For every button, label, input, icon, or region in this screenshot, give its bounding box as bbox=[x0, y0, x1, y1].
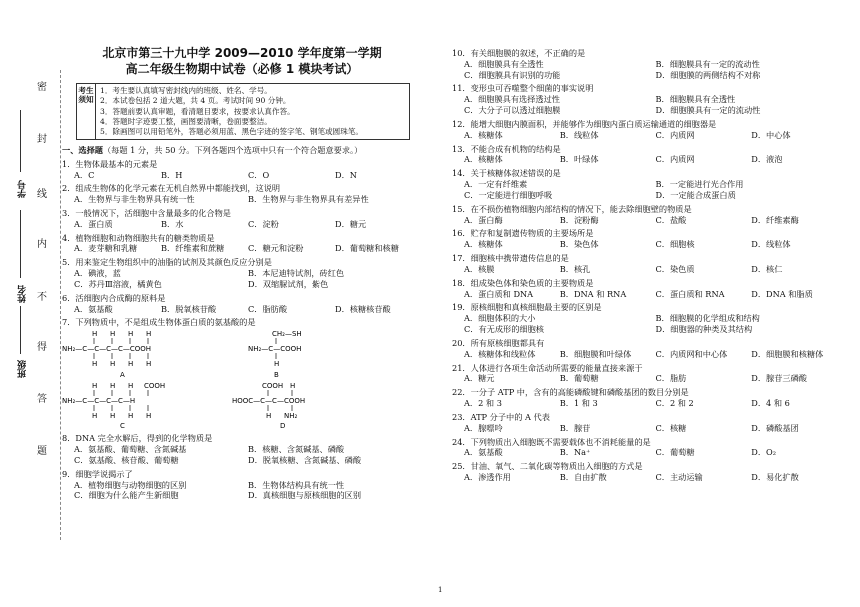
structure-label: A bbox=[120, 371, 125, 380]
question-stem: 22．一分子 ATP 中，含有的高能磷酸键和磷酸基团的数目分别是 bbox=[452, 387, 689, 398]
seal-char: 内 bbox=[37, 239, 47, 250]
exam-notice-box bbox=[76, 83, 410, 139]
answer-option[interactable]: A．一定有纤维素 bbox=[464, 179, 528, 190]
option-row bbox=[452, 373, 847, 384]
question bbox=[62, 469, 422, 501]
structure-label: C bbox=[120, 422, 125, 431]
answer-option[interactable]: C．糖元和淀粉 bbox=[248, 243, 304, 254]
question bbox=[452, 119, 847, 141]
seal-char: 答 bbox=[37, 394, 47, 405]
answer-option[interactable]: A．2 和 3 bbox=[464, 398, 502, 409]
svg-text:H: H bbox=[92, 412, 98, 421]
answer-option[interactable]: D．葡萄糖和核糖 bbox=[335, 243, 399, 254]
question bbox=[452, 302, 847, 334]
svg-text:NH₂: NH₂ bbox=[284, 412, 298, 421]
answer-option[interactable]: A．细胞膜具有选择透过性 bbox=[464, 94, 560, 105]
answer-option[interactable]: C．淀粉 bbox=[248, 218, 279, 229]
answer-option[interactable]: D．液泡 bbox=[751, 154, 783, 165]
option-row bbox=[62, 194, 422, 205]
answer-option[interactable]: A．核膜 bbox=[464, 263, 495, 274]
question-stem: 16．贮存和复制遗传物质的主要场所是 bbox=[452, 228, 594, 239]
answer-option[interactable]: B．核孔 bbox=[559, 263, 591, 274]
answer-option[interactable]: D．糖元 bbox=[335, 218, 367, 229]
seal-char: 题 bbox=[37, 446, 47, 457]
question bbox=[62, 159, 422, 181]
answer-option[interactable]: D．一定能合成蛋白质 bbox=[655, 189, 736, 200]
option-row bbox=[452, 447, 847, 458]
answer-option[interactable]: D．双缩脲试剂，紫色 bbox=[248, 278, 329, 289]
answer-option[interactable]: C．脂肪酸 bbox=[248, 303, 288, 314]
svg-text:H: H bbox=[146, 412, 152, 421]
option-row bbox=[452, 190, 847, 201]
answer-option[interactable]: B．生物界与非生物界具有差异性 bbox=[248, 194, 369, 205]
seal-dashed-line bbox=[60, 70, 61, 540]
answer-option[interactable]: C．2 和 2 bbox=[655, 398, 694, 409]
answer-option[interactable]: C．苏丹Ⅲ溶液，橘黄色 bbox=[74, 278, 162, 289]
answer-option[interactable]: C．一定能进行细胞呼吸 bbox=[464, 189, 553, 200]
question-stem: 4．植物细胞和动物细胞共有的糖类物质是 bbox=[62, 232, 215, 243]
answer-option[interactable]: B．细胞膜具有全透性 bbox=[655, 94, 736, 105]
option-row bbox=[452, 215, 847, 226]
svg-text:H: H bbox=[128, 382, 134, 391]
answer-option[interactable]: C．细胞膜具有识别的功能 bbox=[464, 69, 561, 80]
question-stem: 11．变形虫可吞噬整个细菌的事实说明 bbox=[452, 83, 594, 94]
answer-option[interactable]: D．N bbox=[335, 169, 357, 180]
option-row bbox=[452, 70, 847, 81]
answer-option[interactable]: B．腺苷 bbox=[559, 422, 591, 433]
answer-option[interactable]: D．DNA 和脂质 bbox=[751, 288, 813, 299]
answer-option[interactable]: C．蛋白质和 RNA bbox=[655, 288, 725, 299]
name-line[interactable] bbox=[20, 210, 22, 278]
question-stem: 1．生物体最基本的元素是 bbox=[62, 158, 158, 169]
answer-option[interactable]: C．内质网 bbox=[655, 154, 695, 165]
svg-text:H: H bbox=[128, 360, 134, 369]
option-row bbox=[62, 279, 422, 290]
answer-option[interactable]: A．蛋白质 bbox=[74, 218, 113, 229]
option-row bbox=[452, 239, 847, 250]
structure-label: D bbox=[280, 422, 286, 431]
structure-d bbox=[232, 382, 305, 430]
exam-title-line1: 北京市第三十九中学 2009—2010 学年度第一学期 bbox=[102, 46, 382, 60]
option-row bbox=[452, 289, 847, 300]
option-row bbox=[452, 59, 847, 70]
question bbox=[452, 278, 847, 300]
svg-text:H: H bbox=[290, 382, 296, 391]
answer-option[interactable]: C．染色质 bbox=[655, 263, 695, 274]
notice-item: 4．答题时字迹要工整，画图要清晰，卷面要整洁。 bbox=[100, 116, 272, 126]
answer-option[interactable]: A．氨基酸 bbox=[464, 447, 503, 458]
option-row bbox=[62, 268, 422, 279]
option-row bbox=[62, 490, 422, 501]
answer-option[interactable]: A．植物细胞与动物细胞的区别 bbox=[74, 479, 187, 490]
option-row bbox=[62, 219, 422, 230]
option-row bbox=[452, 264, 847, 275]
structure-a bbox=[62, 330, 151, 379]
answer-option[interactable]: A．核糖体 bbox=[464, 129, 503, 140]
seal-char: 密 bbox=[37, 82, 47, 93]
structure-c bbox=[62, 382, 165, 430]
question bbox=[62, 257, 422, 289]
seal-char: 封 bbox=[37, 134, 47, 145]
structure-label: B bbox=[274, 371, 279, 380]
option-row bbox=[452, 423, 847, 434]
option-row bbox=[452, 349, 847, 360]
answer-option[interactable]: A．蛋白质和 DNA bbox=[464, 288, 534, 299]
question bbox=[452, 387, 847, 409]
question-stem: 10．有关细胞膜的叙述，不正确的是 bbox=[452, 48, 586, 58]
question bbox=[452, 412, 847, 434]
question bbox=[62, 208, 422, 230]
answer-option[interactable]: B．细胞膜具有一定的流动性 bbox=[655, 58, 760, 69]
question bbox=[62, 293, 422, 315]
option-row bbox=[62, 455, 422, 466]
answer-option[interactable]: B．一定能进行光合作用 bbox=[655, 179, 744, 190]
question bbox=[62, 233, 422, 255]
option-row bbox=[452, 472, 847, 483]
answer-option[interactable]: B．水 bbox=[161, 218, 184, 229]
answer-option[interactable]: D．中心体 bbox=[751, 129, 791, 140]
svg-text:COOH: COOH bbox=[144, 382, 166, 391]
svg-text:H: H bbox=[128, 330, 134, 339]
answer-option[interactable]: C．大分子可以透过细胞膜 bbox=[464, 105, 561, 116]
question bbox=[452, 437, 847, 459]
answer-option[interactable]: B．脱氧核苷酸 bbox=[161, 303, 217, 314]
answer-option[interactable]: D．腺苷三磷酸 bbox=[751, 373, 807, 384]
notice-label: 考生须知 bbox=[77, 84, 96, 138]
svg-text:NH₂—C—C—C—C—COOH: NH₂—C—C—C—C—COOH bbox=[62, 345, 152, 354]
question-stem: 8．DNA 完全水解后，得到的化学物质是 bbox=[62, 433, 213, 444]
answer-option[interactable]: C．核糖 bbox=[655, 422, 687, 433]
question-stem: 14．关于核糖体叙述错误的是 bbox=[452, 168, 561, 179]
notice-item: 5．除画图可以用铅笔外，答题必须用蓝、黑色字迹的签字笔、钢笔或圆珠笔。 bbox=[100, 126, 364, 136]
answer-option[interactable]: A．生物界与非生物界具有统一性 bbox=[74, 194, 195, 205]
option-row bbox=[452, 130, 847, 141]
structure-b bbox=[248, 330, 302, 379]
section-title: 一、选择题 bbox=[62, 144, 103, 155]
answer-option[interactable]: A．腺嘌呤 bbox=[464, 422, 503, 433]
answer-option[interactable]: A．核糖体 bbox=[464, 239, 503, 250]
notice-list bbox=[96, 84, 367, 138]
answer-option[interactable]: A．C bbox=[74, 169, 95, 180]
answer-option[interactable]: B．线粒体 bbox=[559, 129, 599, 140]
answer-option[interactable]: C．内质网和中心体 bbox=[655, 348, 728, 359]
seal-strip bbox=[14, 70, 64, 540]
answer-option[interactable]: B．DNA 和 RNA bbox=[559, 288, 627, 299]
seal-char: 得 bbox=[37, 342, 47, 353]
question-stem: 3．一般情况下，活细胞中含量最多的化合物是 bbox=[62, 207, 231, 218]
question-stem: 21．人体进行各项生命活动所需要的能量直接来源于 bbox=[452, 362, 643, 373]
answer-option[interactable]: A．渗透作用 bbox=[464, 471, 511, 482]
question-stem: 24．下列物质出入细胞既不需要载体也不消耗能量的是 bbox=[452, 436, 651, 447]
question-stem: 2．组成生物体的化学元素在无机自然界中都能找到，这说明 bbox=[62, 183, 281, 194]
svg-text:H: H bbox=[146, 360, 152, 369]
question bbox=[452, 461, 847, 483]
answer-option[interactable]: A．氨基酸 bbox=[74, 303, 113, 314]
answer-option[interactable]: C．脂肪 bbox=[655, 373, 687, 384]
answer-option[interactable]: C．氨基酸、核苷酸、葡萄糖 bbox=[74, 454, 179, 465]
answer-option[interactable]: D．O₂ bbox=[751, 447, 776, 458]
answer-option[interactable]: A．氨基酸、葡萄糖、含氮碱基 bbox=[74, 444, 187, 455]
option-row bbox=[452, 154, 847, 165]
option-row bbox=[452, 94, 847, 105]
question bbox=[62, 183, 422, 205]
class-label: 班级 bbox=[18, 360, 28, 378]
option-row bbox=[452, 398, 847, 409]
question-stem: 5．用来鉴定生物组织中的油脂的试剂及其颜色反应分别是 bbox=[62, 257, 272, 268]
answer-option[interactable]: B．自由扩散 bbox=[559, 471, 607, 482]
seal-char: 线 bbox=[37, 189, 47, 200]
answer-option[interactable]: D．细胞膜和核糖体 bbox=[751, 348, 824, 359]
notice-item: 2．本试卷包括 2 道大题，共 4 页。考试时间 90 分钟。 bbox=[100, 96, 291, 106]
answer-option[interactable]: C．细胞为什么能产生新细胞 bbox=[74, 490, 179, 501]
svg-text:H: H bbox=[266, 412, 272, 421]
name-label: 姓名 bbox=[18, 285, 28, 303]
svg-text:H: H bbox=[146, 330, 152, 339]
answer-option[interactable]: B．Na⁺ bbox=[559, 447, 591, 458]
option-row bbox=[452, 179, 847, 190]
question bbox=[452, 228, 847, 250]
svg-text:H: H bbox=[274, 360, 280, 369]
question-stem: 7．下列物质中，不是组成生物体蛋白质的氨基酸的是 bbox=[62, 317, 256, 328]
option-row bbox=[62, 170, 422, 181]
answer-option[interactable]: B．核糖、含氮碱基、磷酸 bbox=[248, 444, 345, 455]
question bbox=[452, 338, 847, 360]
option-row bbox=[62, 304, 422, 315]
answer-option[interactable]: A．核糖体和线粒体 bbox=[464, 348, 536, 359]
answer-option[interactable]: D．核仁 bbox=[751, 263, 783, 274]
exam-title-line2: 高二年级生物期中试卷（必修 1 模块考试） bbox=[125, 62, 359, 77]
answer-option[interactable]: C．细胞核 bbox=[655, 239, 695, 250]
question-stem: 25．甘油、氧气、二氧化碳等物质出入细胞的方式是 bbox=[452, 461, 643, 472]
svg-text:CH₂—SH: CH₂—SH bbox=[272, 330, 302, 339]
answer-option[interactable]: B．纤维素和蔗糖 bbox=[161, 243, 225, 254]
question bbox=[62, 433, 422, 465]
svg-text:H: H bbox=[110, 360, 116, 369]
answer-option[interactable]: A．核糖体 bbox=[464, 154, 503, 165]
answer-option[interactable]: C．O bbox=[248, 169, 270, 180]
question-stem: 23．ATP 分子中的 A 代表 bbox=[452, 411, 550, 422]
answer-option[interactable]: A．蛋白酶 bbox=[464, 214, 503, 225]
question bbox=[62, 317, 422, 328]
amino-acid-structures bbox=[62, 330, 422, 430]
svg-text:H: H bbox=[92, 382, 98, 391]
right-column bbox=[452, 45, 847, 483]
answer-option[interactable]: A．细胞膜具有全透性 bbox=[464, 58, 544, 69]
answer-option[interactable]: B．细胞膜和叶绿体 bbox=[559, 348, 632, 359]
answer-option[interactable]: B．染色体 bbox=[559, 239, 599, 250]
answer-option[interactable]: A．细胞体积的大小 bbox=[464, 313, 536, 324]
answer-option[interactable]: B．1 和 3 bbox=[559, 398, 598, 409]
svg-text:H: H bbox=[110, 382, 116, 391]
answer-option[interactable]: D．细胞器的种类及其结构 bbox=[655, 324, 753, 335]
answer-option[interactable]: B．H bbox=[161, 169, 183, 180]
answer-option[interactable]: D．核糖核苷酸 bbox=[335, 303, 391, 314]
question-stem: 19．原核细胞和真核细胞最主要的区别是 bbox=[452, 302, 602, 313]
left-column bbox=[62, 45, 422, 501]
option-row bbox=[452, 105, 847, 116]
question bbox=[452, 204, 847, 226]
answer-option[interactable]: D．4 和 6 bbox=[751, 398, 790, 409]
answer-option[interactable]: B．叶绿体 bbox=[559, 154, 599, 165]
answer-option[interactable]: D．细胞膜具有一定的流动性 bbox=[655, 105, 761, 116]
question-list-left bbox=[62, 159, 422, 329]
answer-option[interactable]: D．细胞膜的两侧结构不对称 bbox=[655, 69, 761, 80]
question-stem: 17．细胞核中携带遗传信息的是 bbox=[452, 253, 569, 264]
notice-item: 3．答题前要认真审题，看清题目要求，按要求认真作答。 bbox=[100, 106, 295, 116]
svg-text:H: H bbox=[92, 330, 98, 339]
answer-option[interactable]: C．盐酸 bbox=[655, 214, 687, 225]
answer-option[interactable]: D．易化扩散 bbox=[751, 471, 799, 482]
question-stem: 12．能增大细胞内膜面积，并能够作为细胞内蛋白质运输通道的细胞器是 bbox=[452, 118, 717, 129]
svg-text:COOH: COOH bbox=[262, 382, 284, 391]
option-row bbox=[62, 480, 422, 491]
svg-text:H: H bbox=[110, 412, 116, 421]
option-row bbox=[452, 324, 847, 335]
question bbox=[452, 83, 847, 115]
svg-text:HOOC—C—C—COOH: HOOC—C—C—COOH bbox=[232, 397, 306, 406]
answer-option[interactable]: B．淀粉酶 bbox=[559, 214, 599, 225]
answer-option[interactable]: D．真核细胞与原核细胞的区别 bbox=[248, 490, 362, 501]
answer-option[interactable]: A．糖元 bbox=[464, 373, 495, 384]
question bbox=[452, 253, 847, 275]
option-row bbox=[62, 444, 422, 455]
answer-option[interactable]: B．细胞膜的化学组成和结构 bbox=[655, 313, 760, 324]
class-line[interactable] bbox=[20, 306, 22, 354]
question bbox=[452, 48, 847, 80]
question-stem: 15．在不损伤植物细胞内部结构的情况下，能去除细胞壁的物质是 bbox=[452, 203, 692, 214]
answer-option[interactable]: D．纤维素酶 bbox=[751, 214, 799, 225]
notice-item: 1．考生要认真填写密封线内的班级、姓名、学号。 bbox=[100, 86, 272, 96]
question bbox=[452, 144, 847, 166]
question-list-left-2 bbox=[62, 433, 422, 501]
answer-option[interactable]: D．脱氧核糖、含氮碱基、磷酸 bbox=[248, 454, 362, 465]
section-heading bbox=[62, 145, 422, 156]
option-row bbox=[62, 243, 422, 254]
question-stem: 9．细胞学说揭示了 bbox=[62, 468, 133, 479]
answer-option[interactable]: C．内质网 bbox=[655, 129, 695, 140]
option-row bbox=[452, 313, 847, 324]
answer-option[interactable]: B．本尼迪特试剂，砖红色 bbox=[248, 268, 345, 279]
answer-option[interactable]: B．生物体结构具有统一性 bbox=[248, 479, 345, 490]
section-desc: （每题 1 分，共 50 分。下列各题四个选项中只有一个符合题意要求。） bbox=[102, 144, 363, 155]
answer-option[interactable]: D．磷酸基团 bbox=[751, 422, 799, 433]
question bbox=[452, 363, 847, 385]
student-id-label: 学号 bbox=[18, 180, 28, 198]
svg-text:H: H bbox=[110, 330, 116, 339]
student-id-line[interactable] bbox=[20, 110, 22, 172]
question-stem: 6．活细胞内合成酶的原料是 bbox=[62, 292, 166, 303]
question-stem: 20．所有原核细胞都具有 bbox=[452, 337, 545, 348]
answer-option[interactable]: A．碘液，蓝 bbox=[74, 268, 121, 279]
svg-text:NH₂—C—COOH: NH₂—C—COOH bbox=[248, 345, 302, 354]
svg-text:H: H bbox=[128, 412, 134, 421]
svg-text:NH₂—C—C—C—C—H: NH₂—C—C—C—C—H bbox=[62, 397, 136, 406]
answer-option[interactable]: C．主动运输 bbox=[655, 471, 703, 482]
svg-text:H: H bbox=[92, 360, 98, 369]
answer-option[interactable]: D．线粒体 bbox=[751, 239, 791, 250]
question-stem: 13．不能合成有机物的结构是 bbox=[452, 143, 561, 154]
answer-option[interactable]: B．葡萄糖 bbox=[559, 373, 599, 384]
question bbox=[452, 168, 847, 200]
page-number: 1 bbox=[438, 586, 443, 594]
answer-option[interactable]: A．麦芽糖和乳糖 bbox=[74, 243, 138, 254]
question-stem: 18．组成染色体和染色质的主要物质是 bbox=[452, 277, 594, 288]
answer-option[interactable]: C．有无成形的细胞核 bbox=[464, 324, 544, 335]
seal-char: 不 bbox=[37, 292, 47, 303]
answer-option[interactable]: C．葡萄糖 bbox=[655, 447, 695, 458]
